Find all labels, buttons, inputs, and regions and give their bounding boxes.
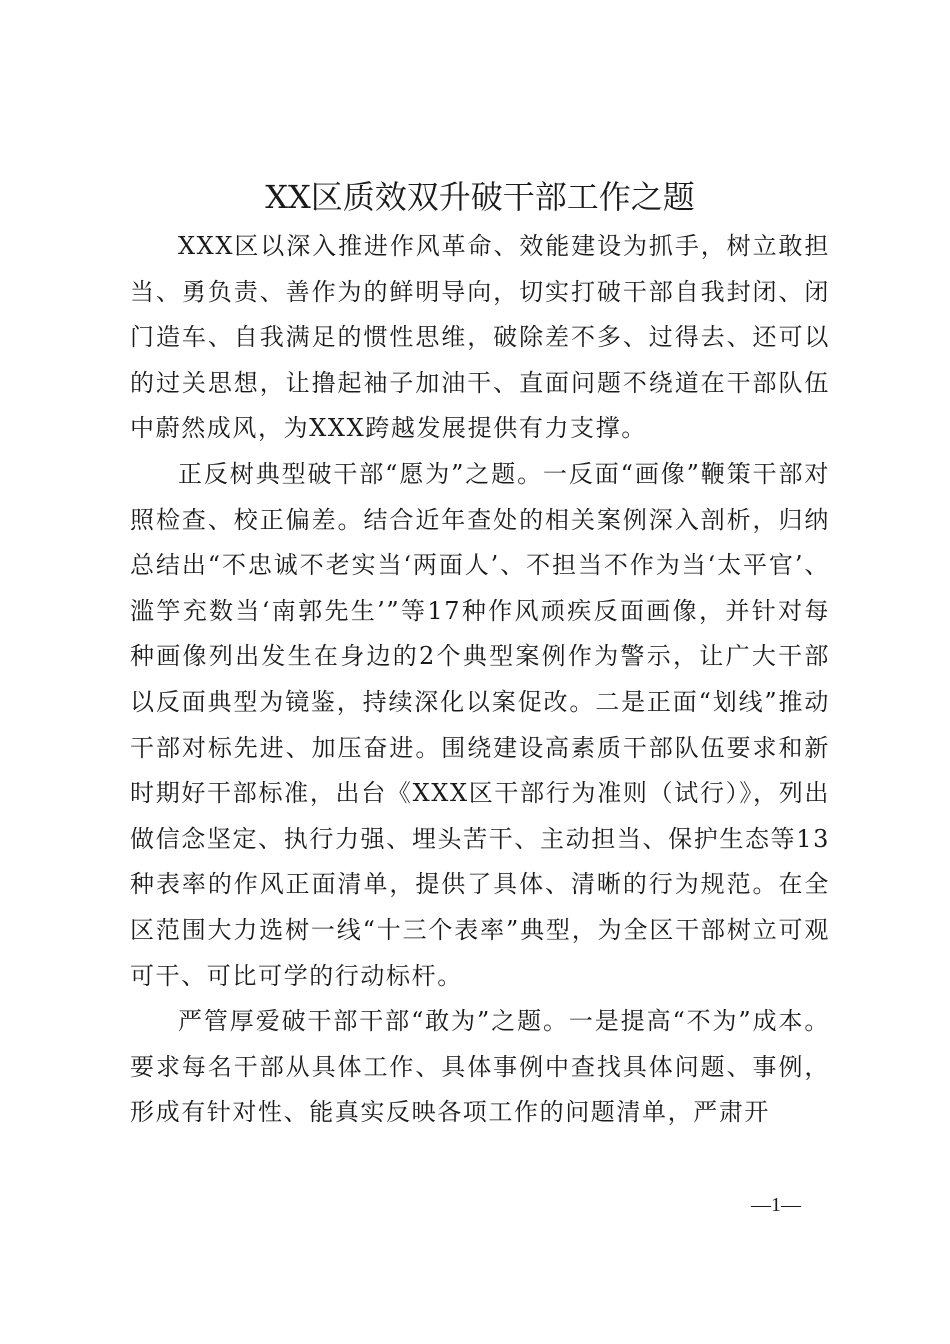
paragraph-intro: XXX区以深入推进作风革命、效能建设为抓手，树立敢担当、勇负责、善作为的鲜明导向，切实打破干部自我封闭、闭门造车、自我满足的惯性思维，破除差不多、过得去、还可以的过关思想，让撸起袖子加油干、直面问题不绕道在干部队伍中蔚然成风，为XXX跨越发展提供有力支撑。 <box>130 232 830 443</box>
paragraph-courage: 严管厚爱破干部干部“敢为”之题。一是提高“不为”成本。要求每名干部从具体工作、具体事例中查找具体问题、事例，形成有针对性、能真实反映各项工作的问题清单，严肃开 <box>130 1007 830 1127</box>
document-body <box>130 224 830 1136</box>
paragraph-willingness: 正反树典型破干部“愿为”之题。一反面“画像”鞭策干部对照检查、校正偏差。结合近年查处的相关案例深入剖析，归纳总结出“不忠诚不老实当‘两面人’、不担当不作为当‘太平官’、滥竽充数当‘南郭先生’”等17种作风顽疾反面画像，并针对每种画像列出发生在身边的2个典型案例作为警示，让广大干部以反面典型为镜鉴，持续深化以案促改。二是正面“划线”推动干部对标先进、加压奋进。围绕建设高素质干部队伍要求和新时期好干部标准，出台《XXX区干部行为准则（试行）》，列出做信念坚定、执行力强、埋头苦干、主动担当、保护生态等13种表率的作风正面清单，提供了具体、清晰的行为规范。在全区范围大力选树一线“十三个表率”典型，为全区干部树立可观可干、可比可学的行动标杆。 <box>130 459 830 990</box>
document-title: XX区质效双升破干部工作之题 <box>265 178 695 216</box>
page-number: —1— <box>751 1194 801 1216</box>
